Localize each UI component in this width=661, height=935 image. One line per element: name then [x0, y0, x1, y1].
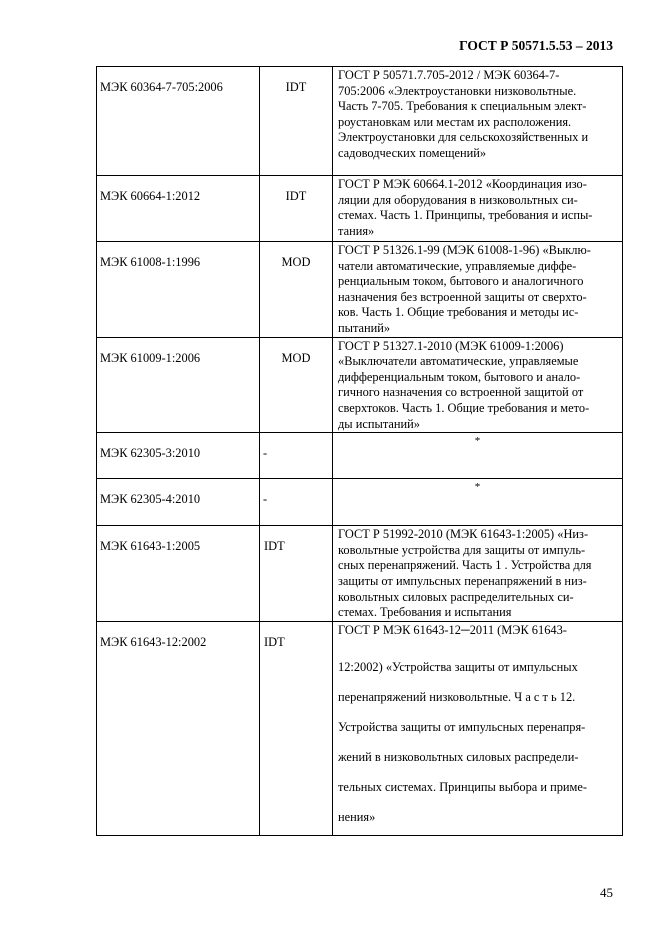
international-standard-cell: МЭК 61643-1:2005 [97, 526, 260, 622]
international-standard-cell: МЭК 62305-4:2010 [97, 479, 260, 526]
national-standard-cell: ГОСТ Р 51992-2010 (МЭК 61643-1:2005) «Низ- ковольтные устройства для защиты от импуль- сных перенапряжений. Часть 1 . Устройства для защиты от импульсных перенапряжений в низ- ковольтных силовых распределительных си- стемах. Требования и испытания [333, 526, 623, 622]
correspondence-degree-cell: - [260, 433, 333, 479]
table-row [97, 337, 623, 433]
document-header: ГОСТ Р 50571.5.53 – 2013 [459, 38, 613, 53]
national-standard-cell: ГОСТ Р МЭК 61643-12─2011 (МЭК 61643- 12:2002) «Устройства защиты от импульсных перенапряжений низковольтные. Ч а с т ь 12. Устройства защиты от импульсных перенапря- жений в низковольтных силовых распредели- тельных системах. Принципы выбора и приме- нения» [333, 621, 623, 835]
national-standard-cell: ГОСТ Р 50571.7.705-2012 / МЭК 60364-7- 705:2006 «Электроустановки низковольтные. Часть 7-705. Требования к специальным элект- роустановкам или местам их расположения. Электроустановки для сельскохозяйственных и садоводческих помещений» [333, 67, 623, 176]
page-number: 45 [600, 885, 613, 900]
international-standard-cell: МЭК 61643-12:2002 [97, 621, 260, 835]
international-standard-cell: МЭК 61009-1:2006 [97, 337, 260, 433]
international-standard-cell: МЭК 60664-1:2012 [97, 176, 260, 242]
correspondence-degree-cell: IDT [260, 526, 333, 622]
table-row [97, 67, 623, 176]
table-row [97, 433, 623, 479]
table-row [97, 621, 623, 835]
national-standard-cell: * [333, 479, 623, 526]
correspondence-degree-cell: IDT [260, 67, 333, 176]
international-standard-cell: МЭК 62305-3:2010 [97, 433, 260, 479]
table-row [97, 176, 623, 242]
correspondence-degree-cell: - [260, 479, 333, 526]
national-standard-cell: ГОСТ Р 51327.1-2010 (МЭК 61009-1:2006) «Выключатели автоматические, управляемые дифференциальным током, бытового и анало- гичного назначения со встроенной защитой от сверхтоков. Часть 1. Общие требования и мето- ды испытаний» [333, 337, 623, 433]
national-standard-cell: ГОСТ Р МЭК 60664.1-2012 «Координация изо- ляции для оборудования в низковольтных си- стемах. Часть 1. Принципы, требования и испы- тания» [333, 176, 623, 242]
national-standard-cell: ГОСТ Р 51326.1-99 (МЭК 61008-1-96) «Выклю- чатели автоматические, управляемые диффе- ренциальным током, бытового и аналогичного назначения без встроенной защиты от сверхто- ков. Часть 1. Общие требования и методы ис- пытаний» [333, 242, 623, 338]
national-standard-cell: * [333, 433, 623, 479]
international-standard-cell: МЭК 60364-7-705:2006 [97, 67, 260, 176]
table-row [97, 242, 623, 338]
correspondence-degree-cell: IDT [260, 621, 333, 835]
correspondence-degree-cell: MOD [260, 337, 333, 433]
correspondence-degree-cell: IDT [260, 176, 333, 242]
table-row [97, 526, 623, 622]
standards-correspondence-table [96, 66, 623, 836]
correspondence-degree-cell: MOD [260, 242, 333, 338]
table-row [97, 479, 623, 526]
international-standard-cell: МЭК 61008-1:1996 [97, 242, 260, 338]
